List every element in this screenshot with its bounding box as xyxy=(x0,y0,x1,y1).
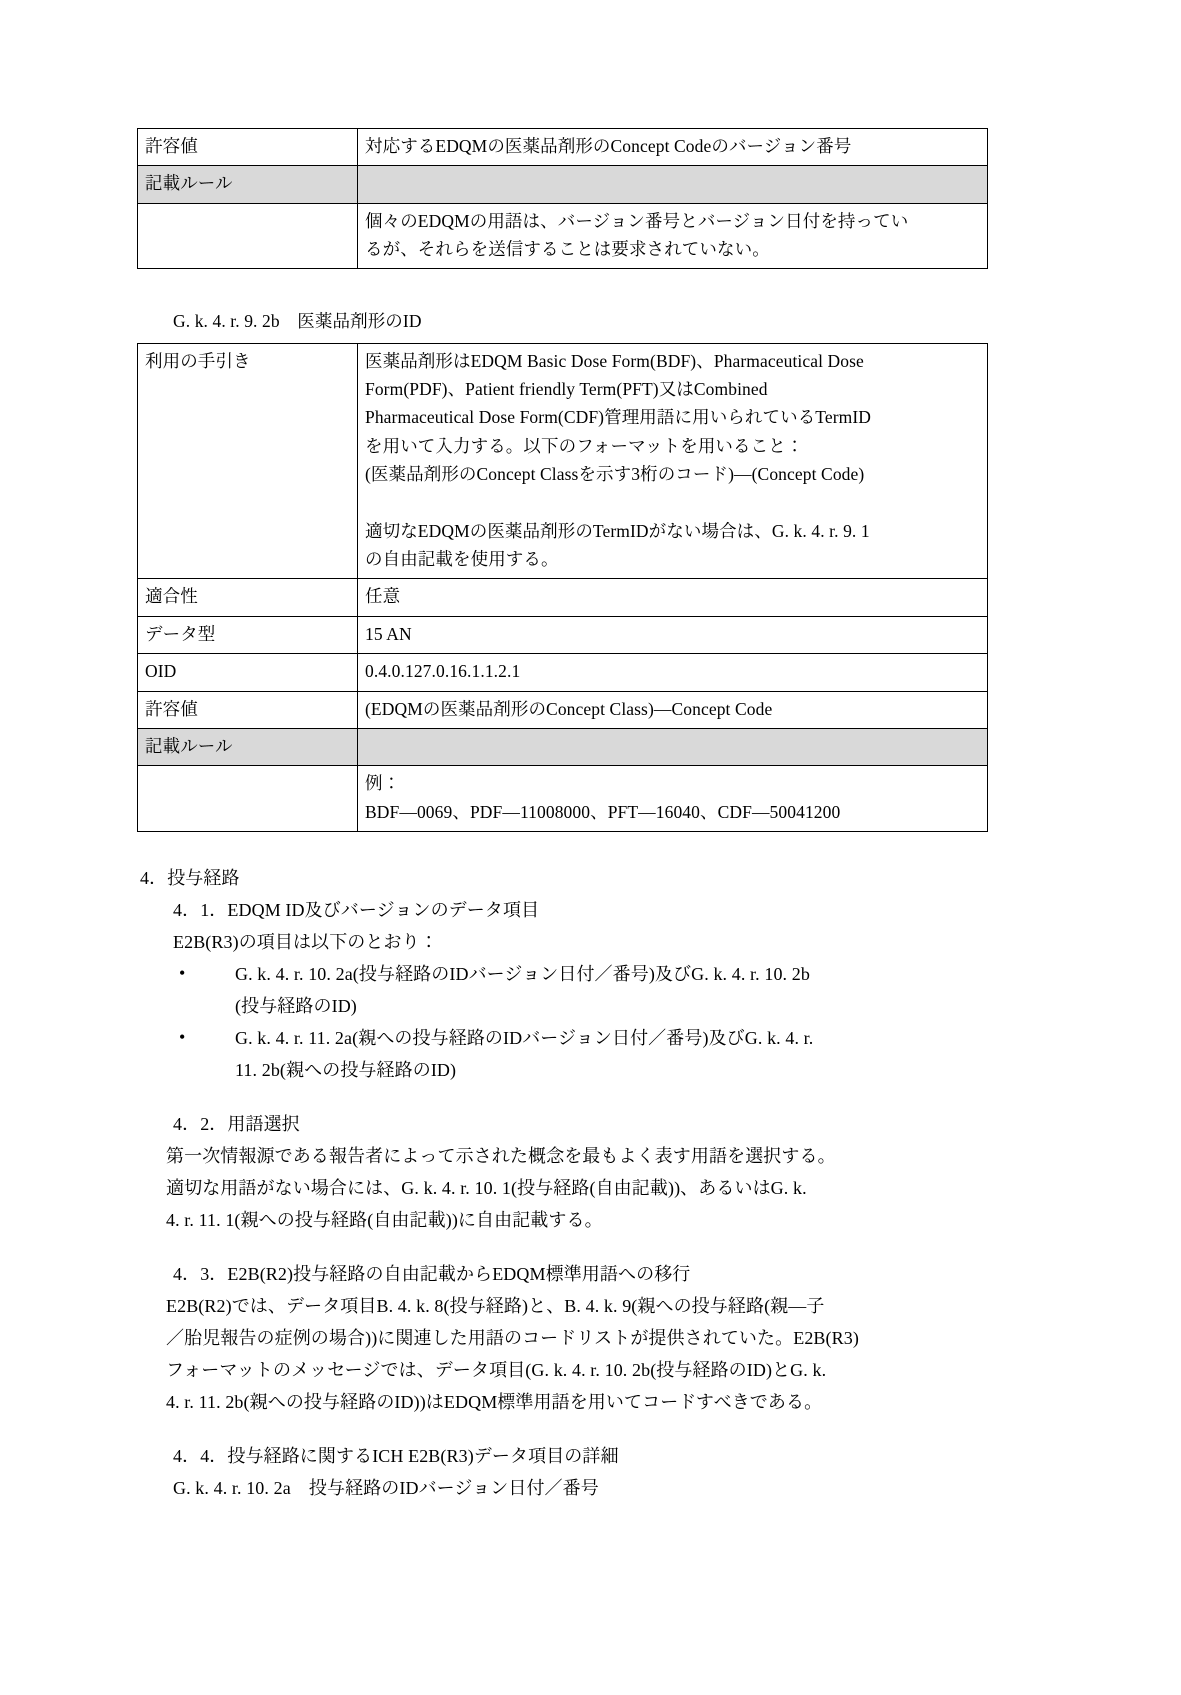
row-label xyxy=(138,203,358,269)
cell-blank-line xyxy=(365,488,980,516)
row-value xyxy=(358,616,988,653)
section-4-1-intro: E2B(R3)の項目は以下のとおり： xyxy=(173,931,438,952)
spacer xyxy=(137,1236,1051,1258)
cell-line: 適切なEDQMの医薬品剤形のTermIDがない場合は、G. k. 4. r. 9. 1 xyxy=(365,520,870,541)
table-row xyxy=(138,166,988,203)
cell-line: (EDQMの医薬品剤形のConcept Class)—Concept Code xyxy=(365,698,773,719)
table-row xyxy=(138,616,988,653)
section-4-3-paragraph-line: 4. r. 11. 2b(親への投与経路のID))はEDQM標準用語を用いてコードすべきである。 xyxy=(166,1392,823,1413)
cell-line: の自由記載を使用する。 xyxy=(365,549,559,570)
row-label: 適合性 xyxy=(138,579,358,616)
table-row xyxy=(138,343,988,579)
table-row xyxy=(138,203,988,269)
table-dose-form-id-attributes xyxy=(137,343,988,832)
table-dose-form-version xyxy=(137,128,988,269)
cell-line: 医薬品剤形はEDQM Basic Dose Form(BDF)、Pharmaceutical Dose xyxy=(365,350,864,371)
row-value xyxy=(358,203,988,269)
section-4-2-heading: 4．2．用語選択 xyxy=(173,1114,300,1135)
section-4-3-paragraph-line: フォーマットのメッセージでは、データ項目(G. k. 4. r. 10. 2b(投与経路のID)とG. k. xyxy=(166,1360,827,1381)
table-row xyxy=(138,766,988,832)
section-4-3-paragraph-line: ／胎児報告の症例の場合))に関連した用語のコードリストが提供されていた。E2B(R3) xyxy=(166,1328,859,1349)
section-4-1-bullet-list xyxy=(137,958,1051,1086)
section-4-3-heading: 4．3．E2B(R2)投与経路の自由記載からEDQM標準用語への移行 xyxy=(173,1264,691,1285)
cell-line: を用いて入力する。以下のフォーマットを用いること： xyxy=(365,435,804,456)
list-item xyxy=(173,1022,1051,1086)
row-label: 利用の手引き xyxy=(138,343,358,579)
cell-line: 15 AN xyxy=(365,623,412,644)
spacer xyxy=(137,1418,1051,1440)
table-row xyxy=(138,579,988,616)
cell-line: 対応するEDQMの医薬品剤形のConcept Codeのバージョン番号 xyxy=(365,136,852,156)
row-value xyxy=(358,166,988,203)
cell-line: 個々のEDQMの用語は、バージョン番号とバージョン日付を持ってい xyxy=(365,210,909,231)
row-value xyxy=(358,579,988,616)
cell-line: 0.4.0.127.0.16.1.1.2.1 xyxy=(365,661,521,682)
row-label: 許容値 xyxy=(138,129,358,166)
table-body xyxy=(138,129,988,269)
section-4-3-paragraph-line: E2B(R2)では、データ項目B. 4. k. 8(投与経路)と、B. 4. k. 9(親への投与経路(親—子 xyxy=(166,1296,825,1317)
section-4-4-item-caption: G. k. 4. r. 10. 2a 投与経路のIDバージョン日付／番号 xyxy=(173,1478,599,1499)
table-body xyxy=(138,343,988,831)
section-caption-dose-form-id: G. k. 4. r. 9. 2b 医薬品剤形のID xyxy=(173,311,422,332)
cell-line: Form(PDF)、Patient friendly Term(PFT)又はCombined xyxy=(365,379,768,400)
list-item-line: • G. k. 4. r. 11. 2a(親への投与経路のIDバージョン日付／番号)及びG. k. 4. r. xyxy=(235,1028,814,1049)
row-value xyxy=(358,343,988,579)
row-value xyxy=(358,129,988,166)
list-item-line: 11. 2b(親への投与経路のID) xyxy=(235,1060,457,1081)
row-label: 記載ルール xyxy=(138,728,358,765)
section-4-4-heading: 4．4．投与経路に関するICH E2B(R3)データ項目の詳細 xyxy=(173,1446,619,1467)
row-label: データ型 xyxy=(138,616,358,653)
spacer xyxy=(137,269,1051,307)
row-label xyxy=(138,766,358,832)
list-item-line: • G. k. 4. r. 10. 2a(投与経路のIDバージョン日付／番号)及びG. k. 4. r. 10. 2b xyxy=(235,963,810,984)
section-4-2-paragraph-line: 適切な用語がない場合には、G. k. 4. r. 10. 1(投与経路(自由記載))、あるいはG. k. xyxy=(166,1178,807,1199)
table-row xyxy=(138,129,988,166)
row-label: 記載ルール xyxy=(138,166,358,203)
section-4-1-heading: 4．1．EDQM ID及びバージョンのデータ項目 xyxy=(173,899,540,920)
list-item xyxy=(173,958,1051,1022)
list-item-line: (投与経路のID) xyxy=(235,996,357,1016)
cell-line: BDF—0069、PDF—11008000、PFT—16040、CDF—50041200 xyxy=(365,801,841,822)
spacer xyxy=(137,1086,1051,1108)
row-value xyxy=(358,691,988,728)
cell-line: 例： xyxy=(365,773,401,794)
cell-line: 任意 xyxy=(365,586,401,607)
cell-line: (医薬品剤形のConcept Classを示す3桁のコード)—(Concept Code) xyxy=(365,464,865,485)
section-4-2-paragraph-line: 第一次情報源である報告者によって示された概念を最もよく表す用語を選択する。 xyxy=(166,1146,836,1167)
section-4-2-paragraph-line: 4. r. 11. 1(親への投与経路(自由記載))に自由記載する。 xyxy=(166,1210,603,1231)
table-row xyxy=(138,691,988,728)
cell-line: Pharmaceutical Dose Form(CDF)管理用語に用いられているTermID xyxy=(365,407,872,428)
cell-line: るが、それらを送信することは要求されていない。 xyxy=(365,239,770,260)
section-4-heading: 4．投与経路 xyxy=(140,867,240,888)
spacer xyxy=(137,832,1051,862)
row-value xyxy=(358,654,988,691)
table-row xyxy=(138,728,988,765)
row-value xyxy=(358,728,988,765)
row-label: OID xyxy=(138,654,358,691)
row-label: 許容値 xyxy=(138,691,358,728)
row-value xyxy=(358,766,988,832)
table-row xyxy=(138,654,988,691)
